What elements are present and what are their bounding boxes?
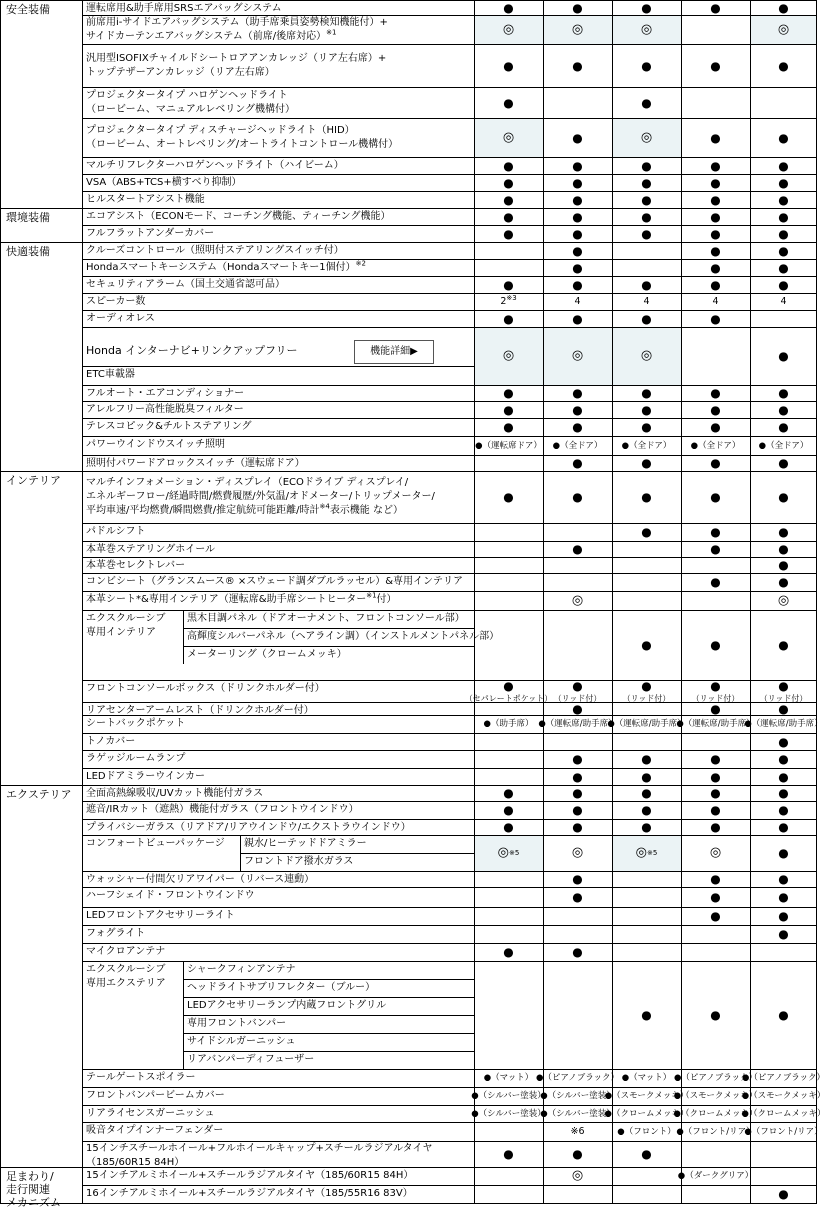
spec-cell: ◎ xyxy=(571,592,584,608)
spec-cell: ● xyxy=(778,386,789,400)
spec-cell: ● xyxy=(641,95,652,110)
feature-label: コンビシート（グランスムース® ×スウェード調ダブルラッセル）&専用インテリア xyxy=(86,576,464,587)
feature-label: クルーズコントロール（照明付ステアリングスイッチ付） xyxy=(86,245,344,256)
group-label: エクスクルーシブ 専用エクステリア xyxy=(86,964,166,989)
sub-row-label: フロントドア撥水ガラス xyxy=(244,856,354,867)
spec-cell: ● xyxy=(778,456,789,470)
spec-cell: ※6 xyxy=(570,1125,585,1137)
grid-line-h xyxy=(82,943,817,944)
feature-label: 全面高熱線吸収/UVカット機能付ガラス xyxy=(86,788,264,799)
category-label: 安全装備 xyxy=(6,3,50,16)
spec-cell: ●（スモークメッキ） xyxy=(673,1091,758,1101)
spec-cell: ● xyxy=(778,575,789,589)
spec-cell: ● xyxy=(641,1008,652,1022)
feature-label: フルオート・エアコンディショナー xyxy=(86,388,245,399)
spec-cell: ● xyxy=(641,420,652,434)
spec-cell: ● xyxy=(710,490,721,504)
spec-cell: ● xyxy=(710,542,721,556)
grid-line-h xyxy=(240,853,474,854)
spec-cell: 4 xyxy=(712,295,719,307)
spec-cell: ● xyxy=(641,158,652,173)
spec-cell: ◎ xyxy=(640,348,653,363)
spec-cell: ● xyxy=(503,58,514,73)
spec-cell: ● xyxy=(778,58,789,73)
feature-label: シートバックポケット xyxy=(86,718,186,729)
spec-cell: ◎ xyxy=(571,845,584,860)
feature-label: VSA（ABS+TCS+横すべり抑制） xyxy=(86,177,242,188)
feature-label: LEDドアミラーウインカー xyxy=(86,771,205,782)
spec-cell: ● xyxy=(503,402,514,417)
spec-cell: ●（運転席/助手席） xyxy=(676,719,755,729)
feature-label: オーディオレス xyxy=(86,313,155,324)
grid-line-h xyxy=(183,1051,474,1052)
grid-line-h xyxy=(82,925,817,926)
spec-cell: ●（スモークメッキ） xyxy=(741,1091,825,1101)
sub-row-label: 親水/ヒーテッドドアミラー xyxy=(244,838,367,849)
spec-cell: ● xyxy=(572,209,583,224)
feature-label: リアセンターアームレスト（ドリンクホルダー付） xyxy=(86,705,314,716)
spec-cell: ● xyxy=(778,872,789,886)
spec-cell: ● xyxy=(641,638,652,652)
feature-label: テールゲートスポイラー xyxy=(86,1072,196,1083)
sub-row-label: LEDアクセサリーランプ内蔵フロントグリル xyxy=(187,1000,387,1011)
spec-cell: ◎ xyxy=(571,1168,584,1183)
spec-cell: ● xyxy=(710,638,721,652)
spec-cell: ◎ xyxy=(640,21,653,37)
spec-cell: ● xyxy=(710,243,721,258)
feature-label: パワーウインドウスイッチ照明 xyxy=(86,439,225,450)
spec-cell: ● xyxy=(641,456,652,470)
spec-cell: ● xyxy=(572,820,583,834)
feature-label: 汎用型ISOFIXチャイルドシートロアアンカレッジ（リア左右席）+ トップテザーアンカレッジ（リア左右席） xyxy=(86,52,387,78)
spec-cell: ●（運転席/助手席） xyxy=(538,719,617,729)
grid-line-v xyxy=(183,610,184,664)
spec-cell: ● xyxy=(778,638,789,652)
feature-label: Honda インターナビ+リンクアップフリー xyxy=(86,344,298,357)
spec-cell: ● xyxy=(778,130,789,145)
spec-cell: ● xyxy=(572,769,583,784)
grid-line-h xyxy=(0,1203,817,1204)
spec-cell: ● xyxy=(778,909,789,923)
spec-cell: ● xyxy=(572,311,583,326)
spec-cell: ● xyxy=(572,542,583,556)
spec-cell: ● xyxy=(572,420,583,434)
spec-cell: ● xyxy=(778,402,789,417)
spec-cell: ● xyxy=(503,192,514,207)
spec-cell: ● xyxy=(778,752,789,766)
spec-cell: ● xyxy=(641,175,652,190)
feature-label: マルチリフレクターハロゲンヘッドライト（ハイビーム） xyxy=(86,160,344,171)
spec-cell: ◎ xyxy=(502,129,515,145)
sub-row-label: 高輝度シルバーパネル（ヘアライン調）（インストルメントパネル部） xyxy=(187,631,500,642)
group-label: エクスクルーシブ 専用インテリア xyxy=(86,613,166,638)
spec-cell: ● xyxy=(778,820,789,834)
spec-cell: ●（ピアノブラック） xyxy=(535,1073,620,1083)
spec-cell: ● xyxy=(710,311,721,326)
spec-cell: 4 xyxy=(574,295,581,307)
spec-cell: ● xyxy=(710,575,721,589)
spec-cell: ●（クロームメッキ） xyxy=(741,1108,825,1119)
spec-cell: ● xyxy=(503,1147,514,1161)
spec-cell: ●（シルバー塗装） xyxy=(471,1091,546,1101)
grid-line-h xyxy=(183,628,474,629)
spec-cell: ● xyxy=(641,525,652,539)
spec-cell: ● xyxy=(778,1008,789,1022)
spec-cell: ◎ xyxy=(777,21,790,37)
spec-cell: ● xyxy=(710,277,721,292)
feature-label: 運転席用&助手席用SRSエアバッグシステム xyxy=(86,3,282,14)
grid-line-h xyxy=(82,733,817,734)
feature-label: プライバシーガラス（リアドア/リアウインドウ/エクストラウインドウ） xyxy=(86,822,411,833)
spec-cell: ● xyxy=(710,803,721,817)
spec-cell: ● xyxy=(503,803,514,817)
feature-label: フロントバンパービームカバー xyxy=(86,1090,225,1101)
spec-cell: ● xyxy=(572,158,583,173)
spec-cell: ● xyxy=(503,158,514,173)
spec-cell: ● xyxy=(641,803,652,817)
spec-cell: ●（フロント/リア） xyxy=(676,1126,755,1137)
feature-label: マルチインフォメーション・ディスプレイ（ECOドライブ ディスプレイ/ エネルギーフロー/経過時間/燃費履歴/外気温/オドメーター/トリップメーター/ 平均車速/平均燃費/瞬間燃費/推定航続可能距離/時計$^{※4}$表示機能 など） xyxy=(86,477,435,516)
spec-cell: ● xyxy=(503,175,514,190)
spec-cell: ●（シルバー塗装） xyxy=(540,1091,615,1101)
spec-cell: ● xyxy=(778,243,789,258)
spec-cell: ●（助手席） xyxy=(483,719,534,729)
spec-cell: ●（全ドア） xyxy=(758,440,809,451)
spec-cell: ● xyxy=(503,277,514,292)
spec-cell: ● xyxy=(641,1147,652,1161)
spec-cell: ● xyxy=(503,490,514,504)
sub-row-label: 専用フロントバンパー xyxy=(187,1018,287,1029)
grid-line-h xyxy=(183,1033,474,1034)
spec-cell: ● xyxy=(503,311,514,326)
spec-cell: ● xyxy=(572,226,583,241)
feature-label: ウォッシャー付間欠リアワイパー（リバース連動） xyxy=(86,874,315,885)
grid-line-h xyxy=(82,327,817,328)
grid-line-h xyxy=(183,979,474,980)
spec-cell: ● xyxy=(710,192,721,207)
feature-label: 15インチスチールホイール+フルホイールキャップ+スチールラジアルタイヤ （185/60R15 84H） xyxy=(86,1143,433,1168)
spec-cell: ● xyxy=(641,311,652,326)
spec-cell: ● （セパレートポケット） xyxy=(464,678,553,703)
feature-label: 前席用i-サイドエアバッグシステム（助手席乗員姿勢検知機能付）+ サイドカーテンエアバッグシステム（前席/後席対応）$^{※1}$ xyxy=(86,17,388,42)
spec-cell: ● xyxy=(778,420,789,434)
spec-cell: ◎ xyxy=(709,845,722,860)
spec-cell: ● xyxy=(572,872,583,886)
feature-label: リアライセンスガーニッシュ xyxy=(86,1108,215,1119)
grid-line-v xyxy=(240,835,241,871)
spec-cell: ● xyxy=(778,846,789,860)
spec-cell: ● xyxy=(710,701,721,716)
spec-cell: ●（運転席ドア） xyxy=(475,440,542,451)
spec-cell: ●（運転席/助手席） xyxy=(744,719,823,729)
spec-cell: ● xyxy=(778,226,789,241)
spec-cell: ● xyxy=(641,490,652,504)
spec-cell: ● xyxy=(710,386,721,400)
spec-cell: ● xyxy=(710,752,721,766)
spec-cell: ● xyxy=(641,277,652,292)
spec-cell: ● （リッド付） xyxy=(553,678,602,703)
spec-cell: ● xyxy=(710,890,721,904)
spec-cell: ● xyxy=(710,872,721,886)
spec-cell: ●（フロント/リア） xyxy=(744,1126,823,1137)
spec-cell: ● xyxy=(710,158,721,173)
feature-label: 本革巻ステアリングホイール xyxy=(86,544,215,555)
feature-label: 16インチアルミホイール+スチールラジアルタイヤ（185/55R16 83V） xyxy=(86,1188,413,1199)
feature-label: フルフラットアンダーカバー xyxy=(86,228,215,239)
grid-line-v xyxy=(82,0,83,1203)
spec-cell: ◎ xyxy=(502,21,515,37)
sub-row-label: ヘッドライトサブリフレクター（ブルー） xyxy=(187,982,376,993)
spec-cell: ●（ダークグリア） xyxy=(677,1171,754,1181)
feature-label: コンフォートビューパッケージ xyxy=(86,838,225,849)
spec-cell: ● xyxy=(572,277,583,292)
spec-cell: ● xyxy=(778,192,789,207)
feature-label: 本革巻セレクトレバー xyxy=(86,560,186,571)
feature-label: フォグライト xyxy=(86,928,146,939)
spec-cell: ● xyxy=(778,734,789,749)
feature-label: プロジェクタータイプ ディスチャージヘッドライト（HID） （ロービーム、オートレベリング/オートライトコントロール機構付） xyxy=(86,124,399,150)
spec-cell: ● xyxy=(778,701,789,716)
category-label: 足まわり/ 走行関連 メカニズム xyxy=(6,1170,61,1209)
spec-cell: ● xyxy=(710,769,721,784)
category-label: 環境装備 xyxy=(6,211,50,224)
spec-cell: ● xyxy=(710,420,721,434)
spec-cell: ● xyxy=(641,58,652,73)
spec-cell: ◎$^{※5}$ xyxy=(635,845,658,860)
spec-cell: ● xyxy=(572,803,583,817)
spec-cell: ● xyxy=(778,525,789,539)
spec-cell: ●（クロームメッキ） xyxy=(673,1108,758,1119)
spec-cell: ● xyxy=(572,175,583,190)
spec-cell: ● xyxy=(572,260,583,275)
spec-cell: ● xyxy=(572,192,583,207)
spec-cell: ● xyxy=(641,769,652,784)
spec-cell: ● xyxy=(778,558,789,572)
sub-row-label: メーターリング（クロームメッキ） xyxy=(187,649,347,660)
spec-cell: ● xyxy=(778,1187,789,1201)
spec-cell: ●（運転席/助手席） xyxy=(607,719,686,729)
spec-cell: ● xyxy=(778,158,789,173)
sub-row-label: リアバンパーディフューザー xyxy=(187,1054,315,1065)
spec-cell: ●（シルバー塗装） xyxy=(471,1108,546,1119)
feature-label: アレルフリー高性能脱臭フィルター xyxy=(86,404,244,415)
spec-cell: ● xyxy=(503,95,514,110)
feature-label: フロントコンソールボックス（ドリンクホルダー付） xyxy=(86,683,325,694)
feature-label: ハーフシェイド・フロントウインドウ xyxy=(86,890,255,901)
spec-cell: ● xyxy=(710,58,721,73)
feature-label: 本革シート*&専用インテリア（運転席&助手席シートヒーター$^{※1}$付） xyxy=(86,591,397,605)
spec-cell: ●（マット） xyxy=(621,1073,672,1083)
spec-cell: ●（ピアノブラック） xyxy=(741,1073,825,1083)
spec-cell: ● xyxy=(503,945,514,959)
spec-cell: ●（全ドア） xyxy=(552,440,603,451)
spec-cell: ● xyxy=(572,786,583,800)
spec-cell: ● xyxy=(710,786,721,800)
spec-cell: ● xyxy=(572,0,583,15)
grid-line-v xyxy=(0,0,1,1203)
spec-cell: ●（クロームメッキ） xyxy=(604,1108,689,1119)
spec-cell: ● xyxy=(641,226,652,241)
spec-cell: ●（マット） xyxy=(483,1073,534,1083)
spec-cell: ● xyxy=(572,402,583,417)
category-label: エクステリア xyxy=(6,788,72,801)
spec-cell: ● （リッド付） xyxy=(759,678,808,703)
grid-line-h xyxy=(183,997,474,998)
spec-cell: ●（全ドア） xyxy=(690,440,741,451)
spec-cell: ● xyxy=(641,0,652,15)
spec-cell: ● xyxy=(572,456,583,470)
spec-cell: ◎$^{※5}$ xyxy=(497,845,520,860)
spec-cell: ●（スモークメッキ） xyxy=(604,1091,689,1101)
spec-cell: ● xyxy=(572,490,583,504)
feature-label: エコアシスト（ECONモード、コーチング機能、ティーチング機能） xyxy=(86,211,391,222)
feature-label: スピーカー数 xyxy=(86,296,146,307)
category-label: インテリア xyxy=(6,474,61,487)
spec-cell: ● xyxy=(778,786,789,800)
spec-cell: ● xyxy=(641,820,652,834)
feature-label: パドルシフト xyxy=(86,526,146,537)
spec-cell: 4 xyxy=(643,295,650,307)
spec-cell: ◎ xyxy=(777,592,790,608)
spec-cell: ●（全ドア） xyxy=(621,440,672,451)
spec-cell: ◎ xyxy=(571,21,584,37)
feature-label: プロジェクタータイプ ハロゲンヘッドライト （ロービーム、マニュアルレベリング機構付） xyxy=(86,89,296,115)
spec-cell: ● xyxy=(778,260,789,275)
spec-cell: ●（シルバー塗装） xyxy=(540,1108,615,1119)
feature-label: Hondaスマートキーシステム（Hondaスマートキー1個付）$^{※2}$ xyxy=(86,259,366,273)
spec-cell: ● xyxy=(778,175,789,190)
feature-label: 照明付パワードアロックスイッチ（運転席ドア） xyxy=(86,458,305,469)
spec-cell: ● xyxy=(710,402,721,417)
spec-cell: ● xyxy=(503,386,514,400)
grid-line-v xyxy=(183,961,184,1069)
spec-cell: ● xyxy=(572,243,583,258)
spec-cell: ◎ xyxy=(640,129,653,145)
feature-label: 吸音タイプインナーフェンダー xyxy=(86,1125,224,1136)
spec-cell: ● xyxy=(641,209,652,224)
spec-cell: ● （リッド付） xyxy=(691,678,740,703)
spec-cell: ◎ xyxy=(502,348,515,363)
spec-cell: ● xyxy=(778,277,789,292)
spec-cell: ● xyxy=(572,1147,583,1161)
feature-label: 15インチアルミホイール+スチールラジアルタイヤ（185/60R15 84H） xyxy=(86,1170,414,1181)
spec-cell: ● xyxy=(710,260,721,275)
spec-cell: ● xyxy=(778,803,789,817)
spec-cell: 4 xyxy=(780,295,787,307)
spec-cell: ● （リッド付） xyxy=(622,678,671,703)
spec-cell: ● xyxy=(710,209,721,224)
spec-cell: ● xyxy=(641,386,652,400)
spec-cell: ● xyxy=(641,192,652,207)
spec-cell: ● xyxy=(778,0,789,15)
grid-line-h xyxy=(183,646,474,647)
spec-cell: ● xyxy=(572,386,583,400)
spec-cell: 2$^{※3}$ xyxy=(500,293,517,307)
sub-row-label: 黒木目調パネル（ドアオーナメント、フロントコンソール部） xyxy=(187,613,465,624)
spec-cell: ● xyxy=(572,701,583,716)
sub-row-label: サイドシルガーニッシュ xyxy=(187,1036,296,1047)
feature-label: セキュリティアラーム（国土交通省認可品） xyxy=(86,279,285,290)
spec-cell: ◎ xyxy=(571,348,584,363)
spec-cell: ● xyxy=(710,1008,721,1022)
spec-cell: ● xyxy=(503,820,514,834)
spec-cell: ● xyxy=(778,927,789,941)
spec-cell: ● xyxy=(778,890,789,904)
feature-label: ヒルスタートアシスト機能 xyxy=(86,194,205,205)
spec-cell: ● xyxy=(710,456,721,470)
spec-cell: ● xyxy=(572,752,583,766)
spec-cell: ● xyxy=(503,420,514,434)
spec-cell: ●（ピアノブラック） xyxy=(673,1073,758,1083)
spec-cell: ●（フロント） xyxy=(617,1126,676,1137)
spec-cell: ● xyxy=(572,890,583,904)
feature-label: 遮音/IRカット（遮熱）機能付ガラス（フロントウインドウ） xyxy=(86,804,359,815)
spec-cell: ● xyxy=(641,402,652,417)
spec-cell: ● xyxy=(572,58,583,73)
feature-label: マイクロアンテナ xyxy=(86,946,166,957)
grid-line-h xyxy=(183,1015,474,1016)
spec-cell: ● xyxy=(641,786,652,800)
spec-cell: ● xyxy=(778,349,789,363)
spec-cell: ● xyxy=(503,786,514,800)
spec-cell: ● xyxy=(641,752,652,766)
category-label: 快適装備 xyxy=(6,245,50,258)
spec-cell: ● xyxy=(503,209,514,224)
function-details-button[interactable]: 機能詳細▶ xyxy=(354,340,434,364)
sub-row-label: シャークフィンアンテナ xyxy=(187,964,296,975)
spec-cell: ● xyxy=(710,820,721,834)
spec-cell: ● xyxy=(710,0,721,15)
spec-cell: ● xyxy=(778,769,789,784)
spec-cell: ● xyxy=(778,209,789,224)
spec-cell: ● xyxy=(572,945,583,959)
spec-cell: ● xyxy=(503,0,514,15)
feature-label: トノカバー xyxy=(86,736,136,747)
feature-label: LEDフロントアクセサリーライト xyxy=(86,910,235,921)
spec-cell: ● xyxy=(710,226,721,241)
spec-cell: ● xyxy=(572,130,583,145)
spec-cell: ● xyxy=(778,542,789,556)
feature-label: ラゲッジルームランプ xyxy=(86,753,186,764)
feature-label: テレスコピック&チルトステアリング xyxy=(86,421,252,432)
grid-line-h xyxy=(82,366,474,367)
spec-cell: ● xyxy=(778,490,789,504)
spec-cell: ● xyxy=(710,175,721,190)
spec-cell: ● xyxy=(710,525,721,539)
feature-label: ETC車載器 xyxy=(86,369,135,380)
spec-cell: ● xyxy=(503,226,514,241)
spec-cell: ● xyxy=(710,909,721,923)
spec-cell: ● xyxy=(710,130,721,145)
